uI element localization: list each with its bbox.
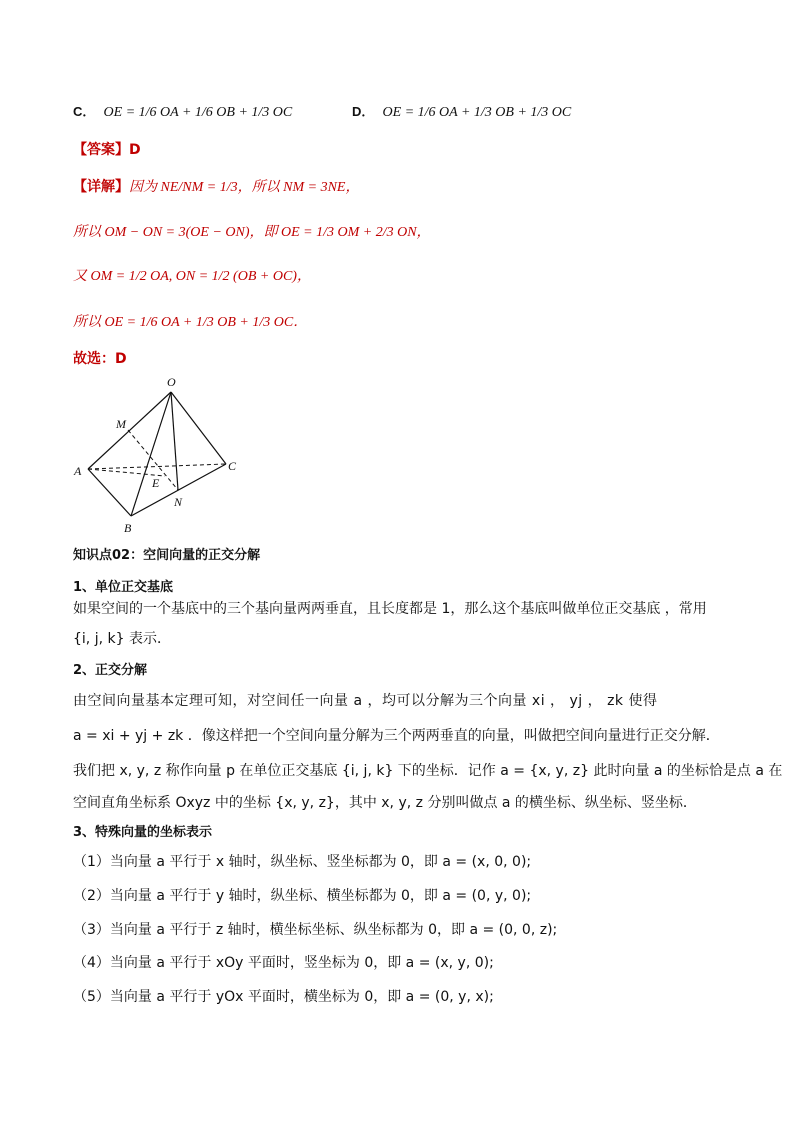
paragraph-2c: 我们把 x, y, z 称作向量 p 在单位正交基底 {i, j, k} 下的坐标．记作 a = {x, y, z} 此时向量 a 的坐标恰是点 a 在 — [73, 763, 783, 779]
solution-tag: 【详解】 — [73, 179, 129, 195]
section-title: 知识点02：空间向量的正交分解 — [73, 548, 261, 563]
tetrahedron-figure — [70, 372, 250, 538]
choice-line — [73, 349, 127, 369]
solution-text-3: 又 OM = 1/2 OA, ON = 1/2 (OB + OC)， — [73, 269, 311, 284]
solution-line-4 — [73, 312, 307, 333]
solution-text-4: 所以 OE = 1/6 OA + 1/3 OB + 1/3 OC． — [73, 315, 308, 330]
choice-prefix: 故选： — [73, 351, 115, 367]
option-c — [73, 101, 292, 121]
solution-line-3 — [73, 266, 311, 287]
option-d-formula: OE = 1/6 OA + 1/3 OB + 1/3 OC — [382, 105, 572, 120]
paragraph-1b: {i, j, k} 表示． — [73, 631, 171, 647]
label-O: O — [167, 375, 176, 389]
option-c-formula: OE = 1/6 OA + 1/6 OB + 1/3 OC — [103, 105, 293, 120]
solution-line-1 — [73, 177, 359, 198]
list-item-2: （2）当向量 a 平行于 y 轴时，纵坐标、横坐标都为 0，即 a = (0, y, 0); — [73, 888, 532, 904]
paragraph-2d: 空间直角坐标系 Oxyz 中的坐标 {x, y, z}，其中 x, y, z 分别叫做点 a 的横坐标、纵坐标、竖坐标． — [73, 795, 697, 811]
label-N: N — [174, 495, 183, 509]
solution-text-1: 因为 NE/NM = 1/3，所以 NM = 3NE， — [129, 180, 360, 195]
choice-value: D — [115, 351, 127, 367]
answer-tag: 【答案】 — [73, 142, 129, 158]
solution-text-2: 所以 OM − ON = 3(OE − ON)，即 OE = 1/3 OM + 2/3 ON， — [73, 225, 431, 240]
paragraph-2a: 由空间向量基本定理可知，对空间任一向量 a ，均可以分解为三个向量 xi ， yj ， zk 使得 — [73, 693, 658, 709]
paragraph-1a: 如果空间的一个基底中的三个基向量两两垂直，且长度都是 1，那么这个基底叫做单位正交基底 ，常用 — [73, 601, 707, 617]
label-A: A — [74, 464, 82, 478]
segment-AE-hidden — [88, 469, 165, 476]
heading-orthogonal-decomposition: 2、正交分解 — [73, 663, 148, 678]
option-d — [352, 101, 571, 121]
paragraph-2b: a = xi + yj + zk ．像这样把一个空间向量分解为三个两两垂直的向量，叫做把空间向量进行正交分解． — [73, 728, 720, 744]
label-C: C — [228, 459, 237, 473]
answer-value: D — [129, 142, 141, 158]
option-c-label: C． — [73, 104, 96, 119]
option-d-label: D． — [352, 104, 375, 119]
solution-line-2 — [73, 222, 431, 243]
label-E: E — [152, 476, 160, 490]
label-B: B — [124, 521, 132, 535]
list-item-5: （5）当向量 a 平行于 yOx 平面时，横坐标为 0，即 a = (0, y, x); — [73, 989, 494, 1005]
edge-OC — [171, 392, 226, 464]
answer-line — [73, 140, 141, 160]
list-item-3: （3）当向量 a 平行于 z 轴时，横坐标坐标、纵坐标都为 0，即 a = (0, 0, z); — [73, 922, 558, 938]
heading-special-vectors: 3、特殊向量的坐标表示 — [73, 825, 213, 840]
edge-AB — [88, 469, 131, 516]
list-item-4: （4）当向量 a 平行于 xOy 平面时，竖坐标为 0，即 a = (x, y, 0); — [73, 955, 494, 971]
label-M: M — [116, 417, 126, 431]
heading-unit-basis: 1、单位正交基底 — [73, 580, 174, 595]
list-item-1: （1）当向量 a 平行于 x 轴时，纵坐标、竖坐标都为 0，即 a = (x, 0, 0); — [73, 854, 532, 870]
segment-ON — [171, 392, 178, 490]
